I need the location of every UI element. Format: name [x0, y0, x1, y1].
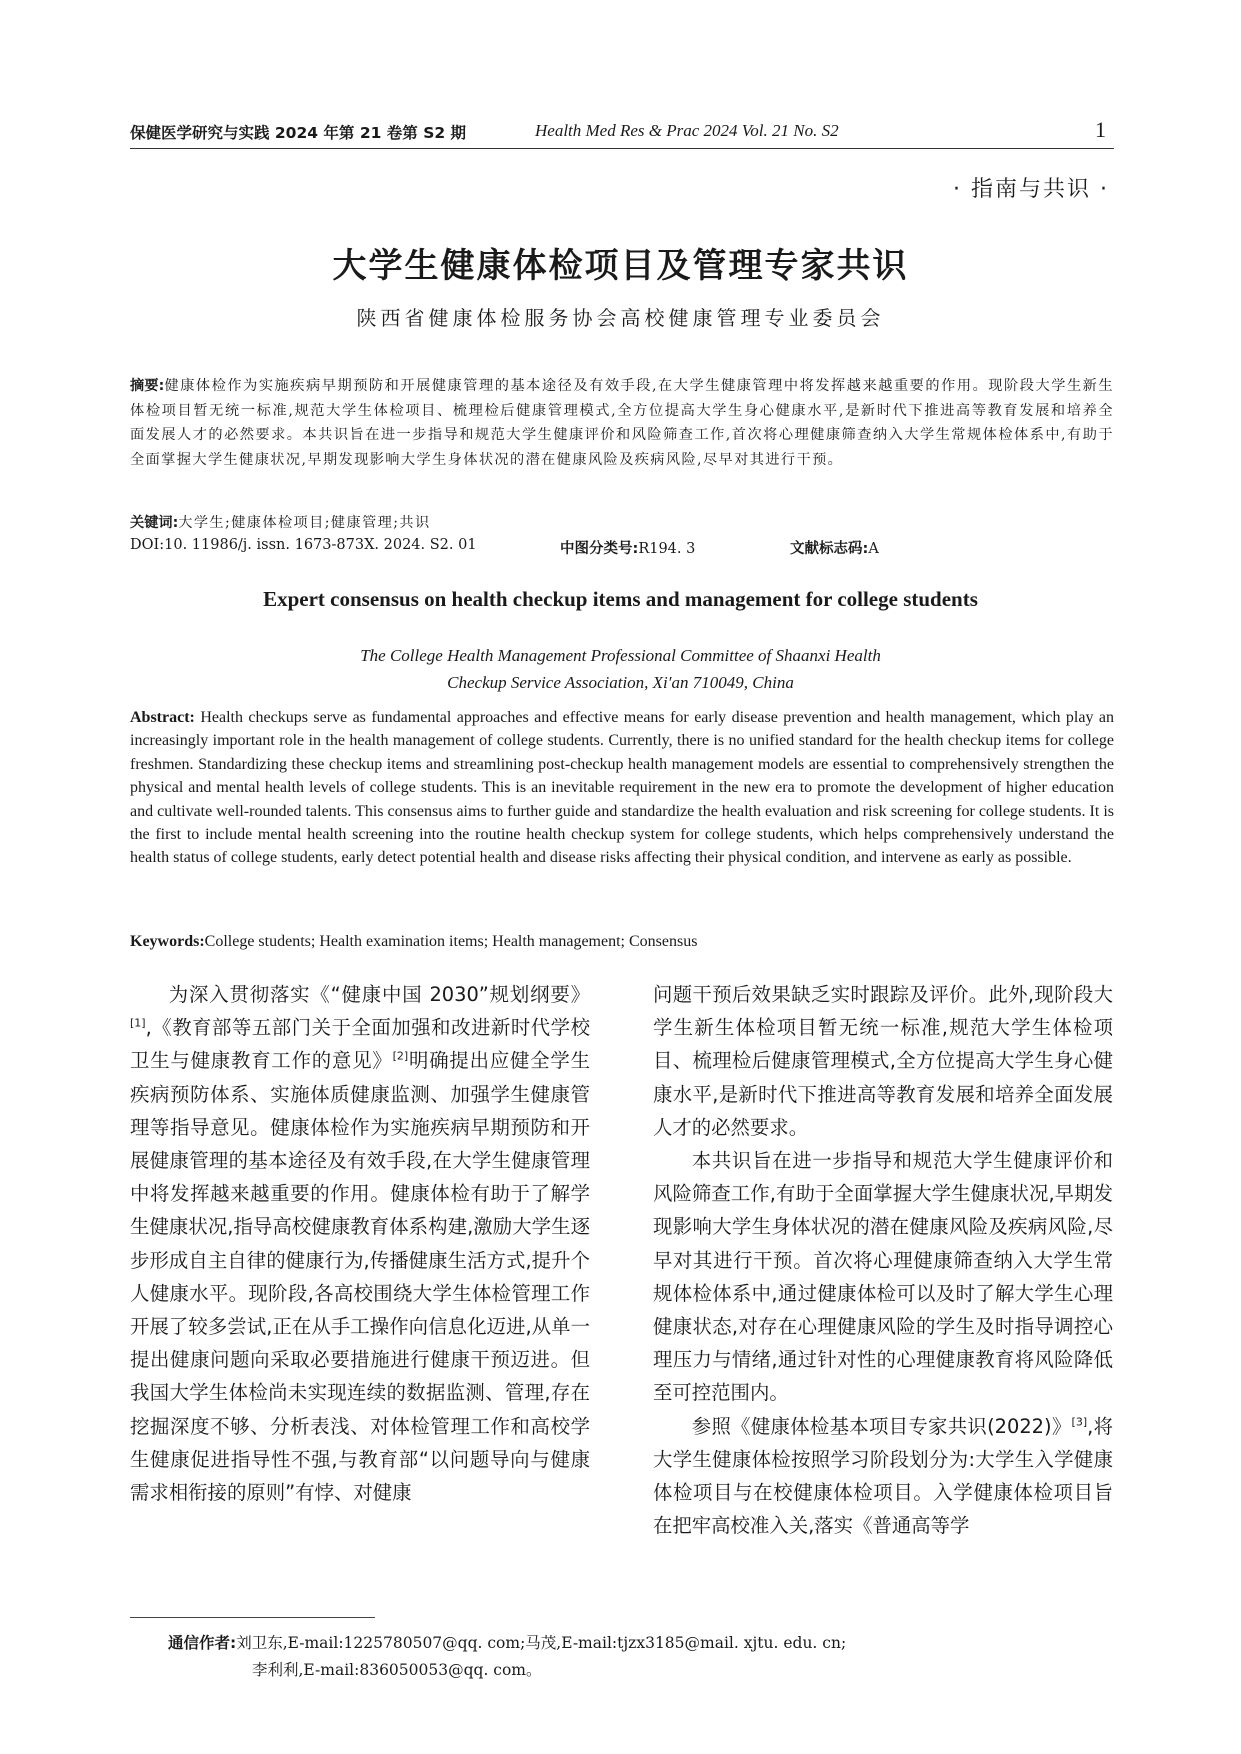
keywords-en-text: College students; Health examination items; Health management; Consensus — [204, 933, 698, 950]
running-header — [130, 117, 1114, 145]
organization-en-line2: Checkup Service Association, Xi′an 710049, China — [447, 673, 794, 692]
doc-code-value: A — [868, 541, 879, 557]
keywords-cn — [130, 512, 1114, 532]
body-column-right — [653, 978, 1113, 1542]
doi: DOI:10. 11986/j. issn. 1673-873X. 2024. S2. 01 — [130, 537, 477, 553]
document-code — [790, 537, 879, 558]
footnote-emails-2: 李利利,E-mail:836050053@qq. com。 — [252, 1661, 542, 1679]
article-title-cn: 大学生健康体检项目及管理专家共识 — [332, 246, 909, 286]
body-text: ,将大学生健康体检按照学习阶段划分为:大学生入学健康体检项目与在校健康体检项目。入学健康体检项目旨在把牢高校准入关,落实《普通高等学 — [653, 1414, 1113, 1538]
citation-ref: [3] — [1071, 1415, 1088, 1429]
abstract-cn-text: 健康体检作为实施疾病早期预防和开展健康管理的基本途径及有效手段,在大学生健康管理中将发挥越来越重要的作用。现阶段大学生新生体检项目暂无统一标准,规范大学生体检项目、梳理检后健康管理模式,全方位提高大学生身心健康水平,是新时代下推进高等教育发展和培养全面发展人才的必然要求。本共识旨在进一步指导和规范大学生健康评价和风险筛查工作,首次将心理健康筛查纳入大学生常规体检体系中,有助于全面掌握大学生健康状况,早期发现影响大学生身体状况的潜在健康风险及疾病风险,尽早对其进行干预。 — [130, 378, 1114, 468]
citation-ref: [2] — [392, 1049, 409, 1063]
clc-label: 中图分类号: — [560, 541, 639, 557]
keywords-cn-label: 关键词: — [130, 515, 179, 531]
body-paragraph: 本共识旨在进一步指导和规范大学生健康评价和风险筛查工作,有助于全面掌握大学生健康状况,早期发现影响大学生身体状况的潜在健康风险及疾病风险,尽早对其进行干预。首次将心理健康筛查纳入大学生常规体检体系中,通过健康体检可以及时了解大学生心理健康状态,对存在心理健康风险的学生及时指导调控心理压力与情绪,通过针对性的心理健康教育将风险降低至可控范围内。 — [653, 1149, 1113, 1405]
body-paragraph: 问题干预后效果缺乏实时跟踪及评价。此外,现阶段大学生新生体检项目暂无统一标准,规范大学生体检项目、梳理检后健康管理模式,全方位提高大学生身心健康水平,是新时代下推进高等教育发展和培养全面发展人才的必然要求。 — [653, 983, 1113, 1139]
section-tag: · 指南与共识 · — [953, 177, 1109, 202]
article-title-en: Expert consensus on health checkup items and management for college students — [263, 587, 978, 611]
keywords-en-label: Keywords: — [130, 933, 205, 950]
footnote-divider — [130, 1617, 375, 1618]
abstract-cn — [130, 374, 1114, 472]
body-text: ,《教育部等五部门关于全面加强和改进新时代学校卫生与健康教育工作的意见》 — [130, 1016, 590, 1073]
doc-code-label: 文献标志码: — [790, 541, 869, 557]
keywords-en — [130, 933, 1114, 951]
abstract-en — [130, 706, 1114, 870]
abstract-en-label: Abstract: — [130, 709, 195, 726]
keywords-cn-text: 大学生;健康体检项目;健康管理;共识 — [178, 515, 431, 531]
header-divider — [130, 148, 1114, 149]
clc-value: R194. 3 — [638, 541, 696, 557]
body-text: 为深入贯彻落实《“健康中国 2030”规划纲要》 — [168, 983, 590, 1006]
journal-name-en: Health Med Res & Prac 2024 Vol. 21 No. S2 — [535, 121, 839, 140]
abstract-en-text: Health checkups serve as fundamental approaches and effective means for early disease prevention and health management, which play an increasingly important role in the health management of college students. Currently, there is no unified standard for the health checkup items for college freshmen. Standardizing these checkup items and streamlining post-checkup health management models are essential to comprehensively strengthen the physical and mental health levels of college students. This is an inevitable requirement in the new era to promote the development of higher education and cultivate well-rounded talents. This consensus aims to further guide and standardize the health evaluation and risk screening for college students. It is the first to include mental health screening into the routine health checkup system for college students, which helps comprehensively understand the health status of college students, early detect potential health and disease risks affecting their physical condition, and intervene as early as possible. — [130, 709, 1114, 867]
author-organization-en — [0, 642, 1241, 696]
body-paragraph — [653, 1410, 1113, 1543]
clc-code — [560, 537, 695, 558]
abstract-cn-label: 摘要: — [130, 378, 165, 394]
body-paragraph — [130, 978, 590, 1509]
footnote-label: 通信作者: — [168, 1634, 237, 1652]
body-column-left — [130, 978, 590, 1509]
doi-classification-row — [130, 537, 1114, 561]
body-text: 参照《健康体检基本项目专家共识(2022)》 — [691, 1414, 1072, 1438]
corresponding-author-footnote — [168, 1630, 1108, 1684]
journal-name-cn: 保健医学研究与实践 2024 年第 21 卷第 S2 期 — [130, 124, 467, 142]
organization-en-line1: The College Health Management Professional Committee of Shaanxi Health — [360, 646, 881, 665]
footnote-line1 — [168, 1630, 1108, 1657]
body-text: 明确提出应健全学生疾病预防体系、实施体质健康监测、加强学生健康管理等指导意见。健康体检作为实施疾病早期预防和开展健康管理的基本途径及有效手段,在大学生健康管理中将发挥越来越重要的作用。健康体检有助于了解学生健康状况,指导高校健康教育体系构建,激励大学生逐步形成自主自律的健康行为,传播健康生活方式,提升个人健康水平。现阶段,各高校围绕大学生体检管理工作开展了较多尝试,正在从手工操作向信息化迈进,从单一提出健康问题向采取必要措施进行健康干预迈进。但我国大学生体检尚未实现连续的数据监测、管理,存在挖掘深度不够、分析表浅、对体检管理工作和高校学生健康促进指导性不强,与教育部“以问题导向与健康需求相衔接的原则”有悖、对健康 — [130, 1049, 591, 1505]
author-organization-cn: 陕西省健康体检服务协会高校健康管理专业委员会 — [356, 306, 885, 330]
page-number: 1 — [1095, 117, 1106, 142]
footnote-emails-1: 刘卫东,E-mail:1225780507@qq. com;马茂,E-mail:tjzx3185@mail. xjtu. edu. cn; — [236, 1634, 847, 1652]
citation-ref: [1] — [130, 1016, 146, 1030]
